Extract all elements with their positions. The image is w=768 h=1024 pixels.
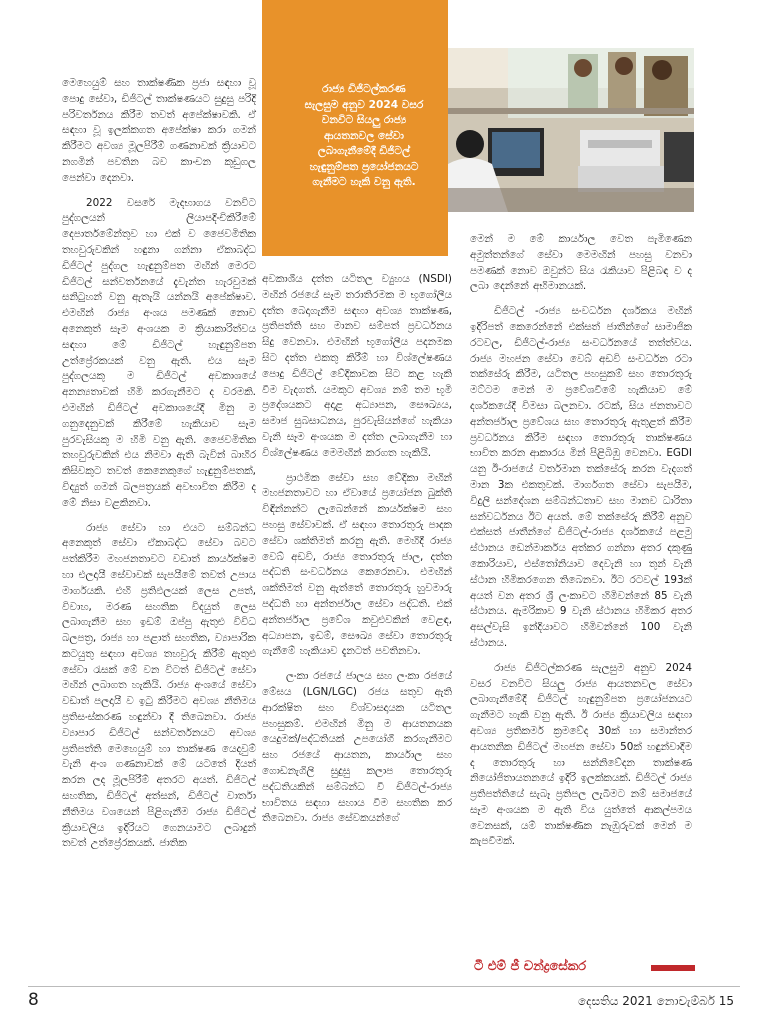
paragraph: ලංකා රජයේ ජාලය සහ ලංකා රජයේ මේඝය (LGN/LGC) රජය සතුව ඇති ආරක්ෂිත සහ විශ්වාසදායක යටිතල පහසුකම්. එමඟින් මිනු ම ආයතනයක යෙදුමක්/පද්ධතියක් උපයෝගී කරගැනීමට සහ රජයේ ආයතන, කාර්යාල සහ ගොඩනැගිලි සුදුසු කලාප තොරතුරු පද්ධතියකින් සම්බන්ධ වී ඩිජිටල්-රාජ්‍ය භාවිතය සඳහා සහාය වීම සහතික කර තිබෙනවා. රාජ්‍ය සේවකයන්ගේ: [262, 670, 452, 825]
pull-quote-text: රාජ්‍ය ඩිජිටල්කරණ සැලසුම අනුව 2024 වසර වනවිට සියලු රාජ්‍ය ආයතනවල සේවා ලබාගැනීමේදී ඩිජිටල් හැඳුනුම්පත ප්‍රයෝජනයට ගැනීමට හැකි වනු ඇති.: [304, 83, 424, 188]
paragraph: 2022 වසරේ මැදභාගය වනවිට පුද්ගලයන් ලියාපදිංචිකිරීමේ දෙපාර්තමේන්තුව හා එක් ව ජෛවමිතික තහවුරුවකින් හඳුනා ගන්නා ඒකාබද්ධ ඩිජිටල් පුද්ගල හැඳුනුම්පත මඟින් මෙරට ඩිජිටල් සන්වර්තනයේ දැවැන්ත හැරවුමක් සනිටුහන් වනු ඇතැයි යන්නයි අපේක්ෂාව. එමඟින් රාජ්‍ය අංශය පමණක් නොව අනෙකුත් සෑම අංශයක ම ක්‍රියාකාරිත්වය සඳහා මේ ඩිජිටල් හැඳුනුම්පත උත්ප්‍රේරකයක් වනු ඇති. එය සෑම පුද්ගලයකු ම ඩිජිටල් අවකාශයේ අනන්‍යතාවක් හිමි කරගැනීමට ද වරමකි. එමඟින් ඩිජිටල් අවකාශයේදී මිනු ම ගනුදෙනුවක් කිරීමේ හැකියාව සෑම පුරවැසියකු ම හිමි වනු ඇති. ජෛවමිතික තහවුරුවකින් එය නිමවා ඇති බැවින් බාහිර කිසිවකුට තවත් කෙනෙකුගේ හැඳුනුම්පතක්, විද්‍යුත් ගමන් බලපත්‍රයක් අවභාවිත කිරීම ද මේ නිසා වළකිනවා.: [62, 196, 256, 509]
paragraph: අවකාශීය දත්ත යටිතල ව්‍යුහය (NSDI) මඟින් රජයේ සෑම තරාතිරමක ම භූගෝලීය දත්ත බෙදාගැනීම සඳහා අවශ්‍ය තාක්ෂණ, ප්‍රතිපත්ති සහ මානව සම්පත් ප්‍රවර්ධනය සිදු වෙනවා. එමඟින් භූගෝලීය පදනමක සිට දත්ත එකතු කිරීම් හා විශ්ලේෂණය පොදු ඩිජිටල් වේදිකාවක සිට කළ හැකි වීම වැදගත්. යමකුට අවශ්‍ය නම් තම භූමි ප්‍රදේශයකට අදාළ අධ්‍යාපන, සෞඛ්‍යය, සමාජ සුබසාධනය, පුරවැසියන්ගේ හැකියා වැනි සෑම අංශයක ම දත්ත ලබාගැනීම හා විශ්ලේෂණය මෙමඟින් කරගත හැකියි.: [262, 273, 452, 459]
paragraph: ප්‍රාථමික සේවා සහ වේදිකා මඟින් මහජනතාවට හා ඒවායේ ප්‍රයෝජන බුක්ති විඳින්නන්ට ලැබෙන්නේ කාර්යක්ෂම සහ පහසු සේවාවක්. ඒ සඳහා තොරතුරු පාදක සේවා ශක්තිමත් කරනු ඇති. මෙහිදී රාජ්‍ය වෙබ් අඩවි, රාජ්‍ය තොරතුරු ජාල, දත්ත පද්ධති සංවර්ධනය කෙරෙනවා. එමඟින් ශක්තිමත් වනු ඇත්තේ තොරතුරු හුවමාරු පද්ධති හා අන්තර්ජාල සේවා පද්ධති. එක් අන්තර්ජාල ප්‍රවේශ කවුළුවකින් වෙළඳ, අධ්‍යාපන, ඉඩම්, සෞඛ්‍ය සේවා තොරතුරු ගැනීමේ හැකියාව දැනටත් පවතිනවා.: [262, 471, 452, 658]
pull-quote-box: [262, 0, 448, 256]
publication-date: දෙසතිය 2021 නොවැම්බර් 15: [577, 994, 734, 1008]
office-photo-illustration: [448, 48, 694, 212]
author-rule-decoration: [651, 965, 695, 971]
author-name: ටී එම් ජී චන්ද්‍රසේකර: [474, 959, 587, 974]
footer-divider: [28, 986, 740, 987]
paragraph: රාජ්‍ය ඩිජිටල්කරණ සැලසුම අනුව 2024 වසර වනවිට සියලු රාජ්‍ය ආයතනවල සේවා ලබාගැනීමේදී ඩිජිටල් හැඳුනුම්පත ප්‍රයෝජනයට ගැනීමට හැකි වනු ඇති. ඊ රාජ්‍ය ක්‍රියාවලිය සඳහා අවශ්‍ය ප්‍රතිකර්ම ක්‍රමවේද 30ක් හා සමාන්තර ආයතනික ඩිජිටල් මහජන සේවා 50ක් හඳුන්වාදීම ද තොරතුරු හා සන්නිවේදන තාක්ෂණ නියෝජිතායතනයේ ඉදිරි ඉලක්කයක්. ඩිජිටල් රාජ්‍ය ප්‍රතිපත්තියේ සැබෑ ප්‍රතිපල ලැබීමට නම් සමාජයේ සෑම අංශයක ම ඇති විය යුත්තේ ආකල්පමය වෙනසක්, යම් තාක්ෂණික නැඹුරුවක් මෙන් ම කැපවීමක්.: [470, 661, 692, 848]
paragraph: රාජ්‍ය සේවා හා එයට සම්බන්ධ අනෙකුත් සේවා ඒකාබද්ධ සේවා බවට පත්කිරීම මහජනතාවට වඩාත් කාර්යක්ෂම හා එලදායී සේවාවක් සැපයීමේ තවත් උපාය මාර්ගයකි. එහි ප්‍රතිඵලයක් ලෙස උපත්, විවාහ, මරණ සහතික විදයුත් ලෙස ලබාගැනීම සහ ඉඩම් ඔප්පු ඇතුළු විවිධ බලපත්‍ර, රාජ්‍ය හා පළාත් සහතික, ව්‍යාපාරික කටයුතු සඳහා අවශ්‍ය තහවුරු කිරීම් ඇතුළු සේවා රැසක් මේ වන විටත් ඩිජිටල් සේවා මඟින් ලබාගත හැකියි. රාජ්‍ය අංශයේ සේවා වඩාත් පලදායී ව ඉටු කිරීමට අවශ්‍ය නීතිමය ප්‍රතිසංස්කරණ හඳුන්වා දී තිබෙනවා. රාජ්‍ය ව්‍යාපාර ඩිජිටල් සන්වර්තනයට අවශ්‍ය ප්‍රතිපත්ති මෙහෙයුම් හා තාක්ෂණ යෙදවුම් වැනි අංශ ගණනාවක් මේ යටතේ දියත් කරන ලද මූලපිරීම් අතරට අයත්. ඩිජිටල් සහතික, ඩිජිටල් අත්සන්, ඩිජිටල් වාර්තා නීතිමය වශයෙන් පිළිගැනීම රාජ්‍ය ඩිජිටල් ක්‍රියාවලිය ඉදිරියට ගෙනයාමට ලබාදුන් තවත් උත්ප්‍රේරකයක්. ජාතික: [62, 521, 256, 850]
paragraph: මෙන් ම මේ කාර්යාල වෙත පැමිණෙන අමුත්තන්ගේ සේවා මෙමඟින් පහසු වනවා පමණක් නොව ඔවුන්ට සිය රැකියාව පිළිබඳ ව ද ලබා දෙන්නේ අභිමානයක්.: [470, 233, 692, 293]
author-byline: [470, 958, 695, 980]
page-number: 8: [28, 990, 39, 1010]
text-column-3: [470, 232, 692, 859]
text-column-1: [62, 76, 256, 861]
paragraph: ඩිජිටල් -රාජ්‍ය සංවර්ධන දර්ශකය මඟින් ඉදිරිපත් කෙරෙන්නේ එක්සත් ජාතීන්ගේ සාමාජික රටවල, ඩිජිටල්-රාජ්‍ය සංවර්ධනයේ තත්ත්වය. රාජ්‍ය මහජන සේවා වෙබ් අඩවි සංවර්ධන රටා තක්සේරු කිරීම, යටිතල පහසුකම් සහ තොරතුරු මට්ටම මෙන් ම ප්‍රවේශවීමේ හැකියාව මේ දර්ශකයේදී විමසා බලනවා. රටක්, සිය ජනතාවට අන්තර්ජාල ප්‍රවේශය සහ තොරතුරු ඇතුළත් කිරීම ප්‍රවර්ධනය කිරීම සඳහා තොරතුරු තාක්ෂණය භාවිත කරන ආකාරය මින් පිළිබිඹු වෙනවා. EGDI යනු ඊ-රාජයේ වර්තමාන තක්සේරු කරන වැදගත් මාන 3ක එකතුවක්. මාර්ගගත සේවා සැපයීම, විදුලි සන්දේශන සම්බන්ධතාව සහ මානව ධාරිතා සන්වර්ධනය ඊට අයත්. මේ තක්සේරු කිරීම් අනුව එක්සත් ජාතීන්ගේ ඩිජිටල්-රාජ්‍ය දර්ශකයේ පළමු ස්ථානය ඩෙන්මාර්කය අත්කර ගන්නා අතර දකුණු කොරියාව, එස්තෝනියාව දෙවැනි හා තුන් වැනි ස්ථාන හිමිකරගෙන තිබෙනවා. ඊට රටවල් 193ක් අයත් වන අතර ශ්‍රී ලංකාවට හිමිවන්නේ 85 වැනි ස්ථානය. ඇමරිකාව 9 වැනි ස්ථානය හිමිකර අතර අසල්වැසි ඉන්දියාවට හිමිවන්නේ 100 වැනි ස්ථානය.: [470, 305, 692, 649]
text-column-2: [262, 272, 452, 836]
office-photo: [448, 48, 694, 212]
paragraph: මෙහෙයුම් සහ තාක්ෂණික ප්‍රජා සඳහා වූ පොදු සේවා, ඩිජිටල් තාක්ෂණයට සුදුසු පරිදි පරිවර්තනය කිරීම තවත් අපේක්ෂාවකි. ඒ සඳහා වූ ඉලක්කගත අපේක්ෂා කරා ගමන් කිරීමට අවශ්‍ය මූලපිරීම් ගණනාවක් ක්‍රියාවට නගමින් පවතින බව කාංචන කුඩුගල පෙන්වා දෙනවා.: [62, 77, 256, 184]
